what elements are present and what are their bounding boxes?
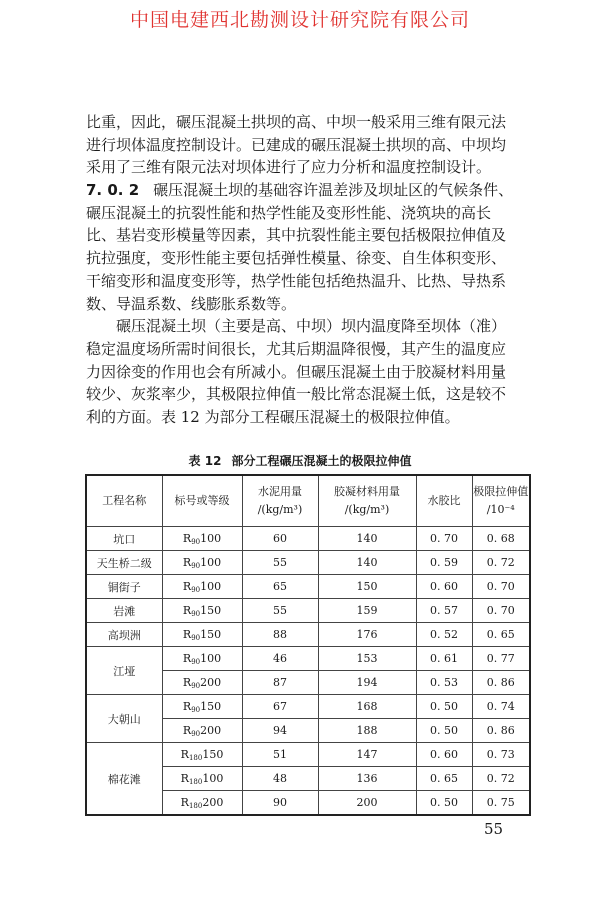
binder-cell: 159 xyxy=(318,599,416,623)
grade-cell: $R_{90}150$ xyxy=(162,695,242,719)
binder-cell: 140 xyxy=(318,527,416,551)
company-watermark: 中国电建西北勘测设计研究院有限公司 xyxy=(129,9,470,31)
text-line: 比重，因此，碾压混凝土拱坝的高、中坝一般采用三维有限元法 xyxy=(86,113,507,131)
table-row xyxy=(86,527,530,551)
wb-cell: 0. 52 xyxy=(416,623,472,647)
text-line: 干缩变形和温度变形等，热学性能包括绝热温升、比热、导热系 xyxy=(86,271,507,290)
text-line: 稳定温度场所需时间很长，尤其后期温降很慢，其产生的温度应 xyxy=(86,339,507,358)
table-row xyxy=(86,743,530,767)
table-row xyxy=(86,647,530,671)
table-row xyxy=(86,623,530,647)
ext-cell: 0. 86 xyxy=(472,671,530,695)
ext-cell: 0. 86 xyxy=(472,719,530,743)
ext-cell: 0. 77 xyxy=(472,647,530,671)
text-line: 抗拉强度，变形性能主要包括弹性模量、徐变、自生体积变形、 xyxy=(86,249,507,268)
text-line: 碾压混凝土的抗裂性能和热学性能及变形性能、浇筑块的高长 xyxy=(86,203,492,222)
grade-cell: $R_{180}200$ xyxy=(162,791,242,816)
wb-cell: 0. 57 xyxy=(416,599,472,623)
cement-cell: 87 xyxy=(242,671,318,695)
section-heading-line xyxy=(86,179,526,202)
wb-cell: 0. 60 xyxy=(416,743,472,767)
binder-cell: 188 xyxy=(318,719,416,743)
binder-cell: 140 xyxy=(318,551,416,575)
table-header-row xyxy=(86,475,530,527)
ext-cell: 0. 73 xyxy=(472,743,530,767)
table-row xyxy=(86,575,530,599)
ext-cell: 0. 72 xyxy=(472,767,530,791)
grade-cell: $R_{180}100$ xyxy=(162,767,242,791)
grade-cell: $R_{90}150$ xyxy=(162,623,242,647)
table-row xyxy=(86,599,530,623)
text-line: 利的方面。表 12 为部分工程碾压混凝土的极限拉伸值。 xyxy=(86,407,460,426)
text-line: 碾压混凝土坝（主要是高、中坝）坝内温度降至坝体（准） xyxy=(116,317,507,336)
text-line: 力因徐变的作用也会有所减小。但碾压混凝土由于胶凝材料用量 xyxy=(86,362,507,381)
ext-cell: 0. 70 xyxy=(472,575,530,599)
grade-cell: $R_{90}200$ xyxy=(162,719,242,743)
cement-cell: 46 xyxy=(242,647,318,671)
ext-cell: 0. 72 xyxy=(472,551,530,575)
table-number: 表 12 xyxy=(188,454,222,468)
ext-cell: 0. 74 xyxy=(472,695,530,719)
project-name: 天生桥二级 xyxy=(86,551,162,575)
wb-cell: 0. 65 xyxy=(416,767,472,791)
wb-cell: 0. 53 xyxy=(416,671,472,695)
cement-cell: 55 xyxy=(242,551,318,575)
project-name: 江垭 xyxy=(86,647,162,695)
cement-cell: 67 xyxy=(242,695,318,719)
header-project: 工程名称 xyxy=(86,475,162,527)
table-row xyxy=(86,551,530,575)
text-line: 碾压混凝土坝的基础容许温差涉及坝址区的气候条件、 xyxy=(153,181,514,200)
cement-cell: 90 xyxy=(242,791,318,816)
cement-cell: 65 xyxy=(242,575,318,599)
project-name: 高坝洲 xyxy=(86,623,162,647)
grade-cell: $R_{90}100$ xyxy=(162,527,242,551)
project-name: 大朝山 xyxy=(86,695,162,743)
cement-cell: 88 xyxy=(242,623,318,647)
project-name: 坑口 xyxy=(86,527,162,551)
binder-cell: 150 xyxy=(318,575,416,599)
wb-cell: 0. 70 xyxy=(416,527,472,551)
wb-cell: 0. 50 xyxy=(416,695,472,719)
ultimate-tensile-table xyxy=(85,474,531,816)
table-caption xyxy=(0,452,600,469)
binder-cell: 176 xyxy=(318,623,416,647)
wb-cell: 0. 61 xyxy=(416,647,472,671)
ext-cell: 0. 70 xyxy=(472,599,530,623)
page-number: 55 xyxy=(484,820,504,838)
text-line: 比、基岩变形模量等因素，其中抗裂性能主要包括极限拉伸值及 xyxy=(86,226,507,245)
cement-cell: 55 xyxy=(242,599,318,623)
table-row xyxy=(86,695,530,719)
grade-cell: $R_{90}100$ xyxy=(162,647,242,671)
binder-cell: 168 xyxy=(318,695,416,719)
ext-cell: 0. 68 xyxy=(472,527,530,551)
wb-cell: 0. 50 xyxy=(416,791,472,816)
grade-cell: $R_{90}150$ xyxy=(162,599,242,623)
project-name: 棉花滩 xyxy=(86,743,162,816)
cement-cell: 51 xyxy=(242,743,318,767)
text-line: 进行坝体温度控制设计。已建成的碾压混凝土拱坝的高、中坝均 xyxy=(86,135,507,154)
binder-cell: 153 xyxy=(318,647,416,671)
header-water-binder: 水胶比 xyxy=(416,475,472,527)
text-line: 采用了三维有限元法对坝体进行了应力分析和温度控制设计。 xyxy=(86,158,492,177)
wb-cell: 0. 60 xyxy=(416,575,472,599)
wb-cell: 0. 50 xyxy=(416,719,472,743)
header-binder: 胶凝材料用量 /(kg/m³) xyxy=(318,475,416,527)
header-cement: 水泥用量 /(kg/m³) xyxy=(242,475,318,527)
grade-cell: $R_{90}100$ xyxy=(162,575,242,599)
grade-cell: $R_{90}200$ xyxy=(162,671,242,695)
wb-cell: 0. 59 xyxy=(416,551,472,575)
header-grade: 标号或等级 xyxy=(162,475,242,527)
binder-cell: 194 xyxy=(318,671,416,695)
cement-cell: 48 xyxy=(242,767,318,791)
binder-cell: 200 xyxy=(318,791,416,816)
ext-cell: 0. 75 xyxy=(472,791,530,816)
ext-cell: 0. 65 xyxy=(472,623,530,647)
header-extensibility: 极限拉伸值 /10⁻⁴ xyxy=(472,475,530,527)
project-name: 铜街子 xyxy=(86,575,162,599)
text-line: 较少、灰浆率少，其极限拉伸值一般比常态混凝土低，这是较不 xyxy=(86,385,507,404)
text-line: 数、导温系数、线膨胀系数等。 xyxy=(86,294,297,313)
body-text xyxy=(86,111,526,429)
grade-cell: $R_{90}100$ xyxy=(162,551,242,575)
table-title: 部分工程碾压混凝土的极限拉伸值 xyxy=(231,454,412,468)
cement-cell: 94 xyxy=(242,719,318,743)
section-number: 7. 0. 2 xyxy=(86,181,140,200)
cement-cell: 60 xyxy=(242,527,318,551)
grade-cell: $R_{180}150$ xyxy=(162,743,242,767)
project-name: 岩滩 xyxy=(86,599,162,623)
binder-cell: 147 xyxy=(318,743,416,767)
binder-cell: 136 xyxy=(318,767,416,791)
